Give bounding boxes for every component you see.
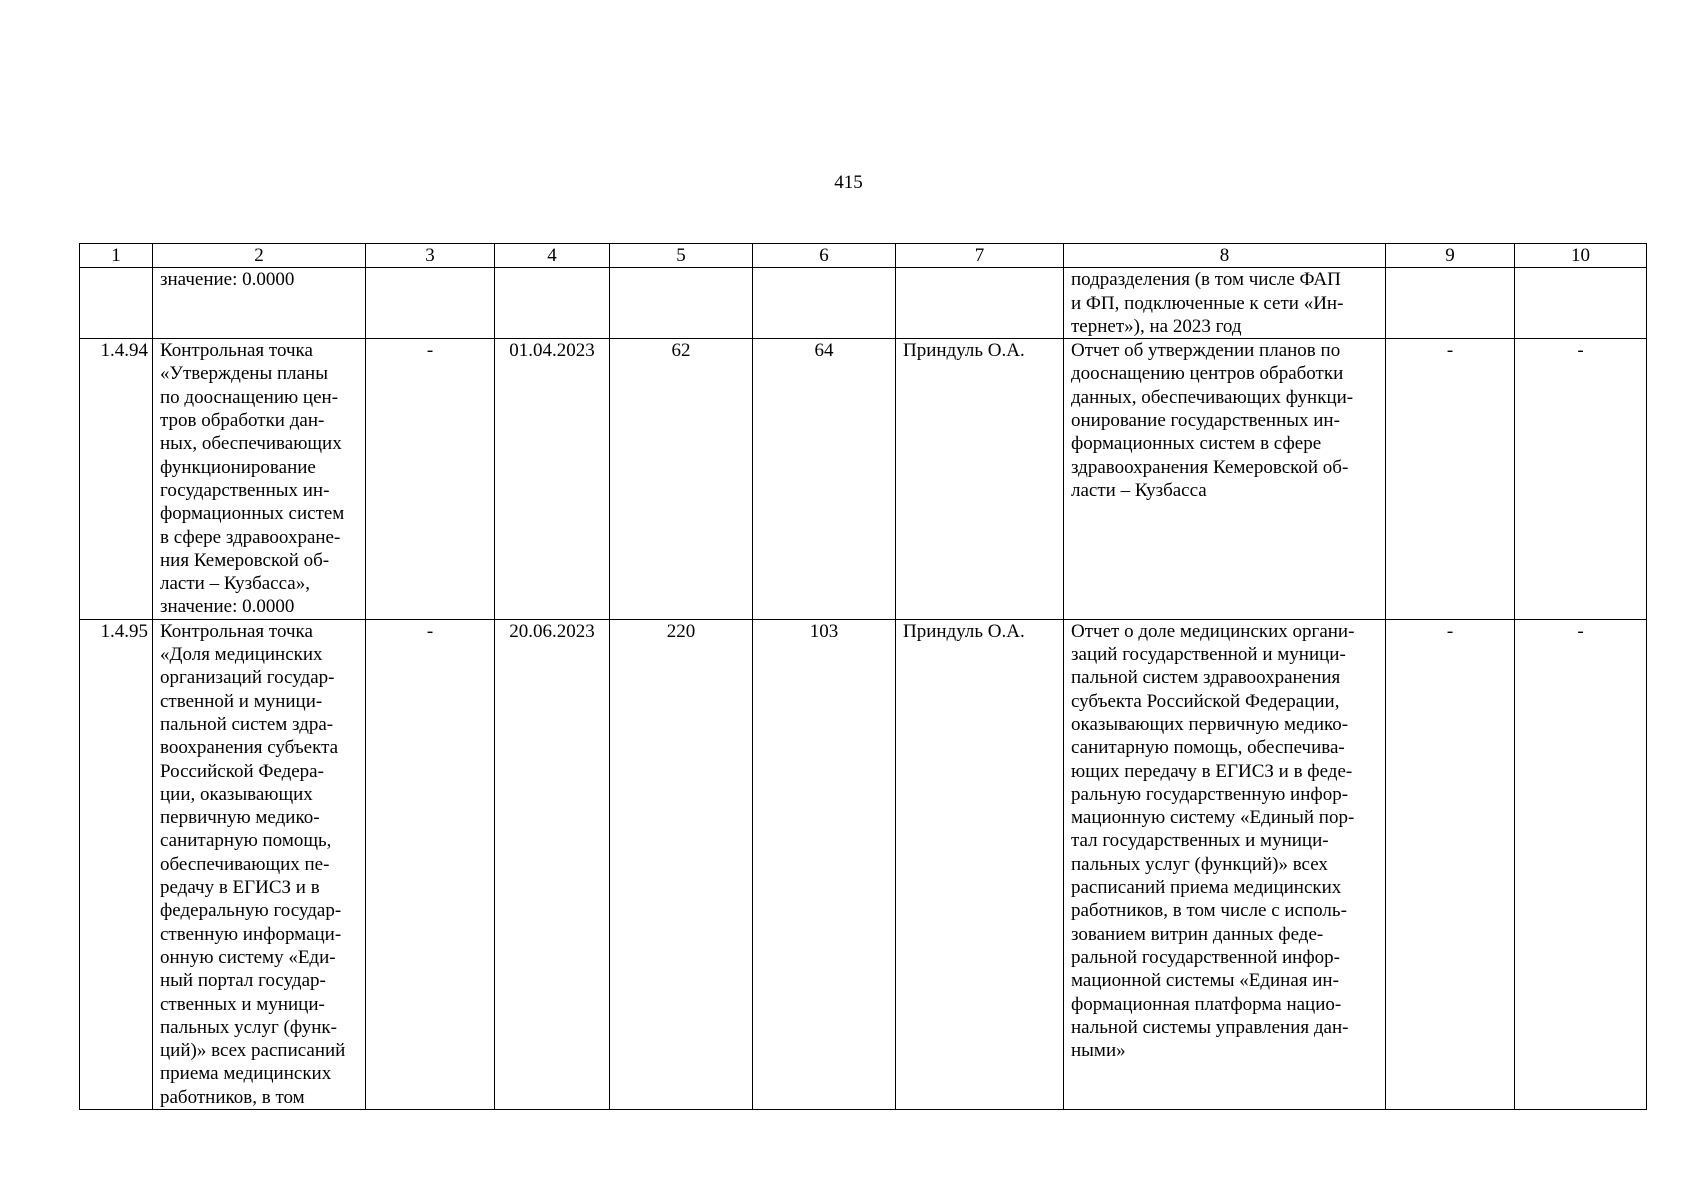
row-document: Отчет об утверждении планов по дооснащению центров обработки данных, обеспечивающих функци- онирование государственных ин- формационных систем в сфере здравоохранения Кемеровской об- ласти – Кузбасса: [1064, 339, 1386, 620]
row-number: 1.4.94: [80, 339, 153, 620]
header-col-2: 2: [153, 244, 366, 268]
row-col9: [1386, 268, 1515, 339]
row-col6: 103: [753, 619, 896, 1109]
header-col-8: 8: [1064, 244, 1386, 268]
header-col-1: 1: [80, 244, 153, 268]
row-name: Контрольная точка «Утверждены планы по дооснащению цен- тров обработки дан- ных, обеспечивающих функционирование государственных ин- формационных систем в сфере здравоохране- ния Кемеровской об- ласти – Кузбасса», значение: 0.0000: [153, 339, 366, 620]
page-number: 415: [834, 172, 863, 193]
row-responsible: [896, 268, 1064, 339]
row-col6: [753, 268, 896, 339]
header-col-4: 4: [495, 244, 610, 268]
header-row: [80, 244, 1647, 268]
header-col-6: 6: [753, 244, 896, 268]
row-responsible: Приндуль О.А.: [896, 339, 1064, 620]
row-date: 01.04.2023: [495, 339, 610, 620]
row-col10: -: [1515, 619, 1647, 1109]
row-col3: -: [366, 619, 495, 1109]
row-col5: 62: [610, 339, 753, 620]
row-name: Контрольная точка «Доля медицинских организаций государ- ственной и муници- пальной систем здра- воохранения субъекта Российской Федера- ции, оказывающих первичную медико- санитарную помощь, обеспечивающих пе- редачу в ЕГИСЗ и в федеральную государ- ственную информаци- онную систему «Еди- ный портал государ- ственных и муници- пальных услуг (функ- ций)» всех расписаний приема медицинских работников, в том: [153, 619, 366, 1109]
header-col-5: 5: [610, 244, 753, 268]
table-row: [80, 339, 1647, 620]
plan-table: [79, 243, 1647, 1110]
row-col5: 220: [610, 619, 753, 1109]
row-col3: [366, 268, 495, 339]
row-name: значение: 0.0000: [153, 268, 366, 339]
header-col-10: 10: [1515, 244, 1647, 268]
row-responsible: Приндуль О.А.: [896, 619, 1064, 1109]
row-col5: [610, 268, 753, 339]
row-document: подразделения (в том числе ФАП и ФП, подключенные к сети «Ин- тернет»), на 2023 год: [1064, 268, 1386, 339]
row-col9: -: [1386, 339, 1515, 620]
row-document: Отчет о доле медицинских органи- заций государственной и муници- пальной систем здравоохранения субъекта Российской Федерации, оказывающих первичную медико- санитарную помощь, обеспечива- ющих передачу в ЕГИСЗ и в феде- ральную государственную инфор- мационную систему «Единый пор- тал государственных и муници- пальных услуг (функций)» всех расписаний приема медицинских работников, в том числе с исполь- зованием витрин данных феде- ральной государственной инфор- мационной системы «Единая ин- формационная платформа нацио- нальной системы управления дан- ными»: [1064, 619, 1386, 1109]
row-date: 20.06.2023: [495, 619, 610, 1109]
row-number: 1.4.95: [80, 619, 153, 1109]
row-col3: -: [366, 339, 495, 620]
row-col10: -: [1515, 339, 1647, 620]
row-col10: [1515, 268, 1647, 339]
row-col9: -: [1386, 619, 1515, 1109]
header-col-7: 7: [896, 244, 1064, 268]
table-row: [80, 619, 1647, 1109]
header-col-3: 3: [366, 244, 495, 268]
row-col6: 64: [753, 339, 896, 620]
header-col-9: 9: [1386, 244, 1515, 268]
row-number: [80, 268, 153, 339]
row-date: [495, 268, 610, 339]
table-row: [80, 268, 1647, 339]
